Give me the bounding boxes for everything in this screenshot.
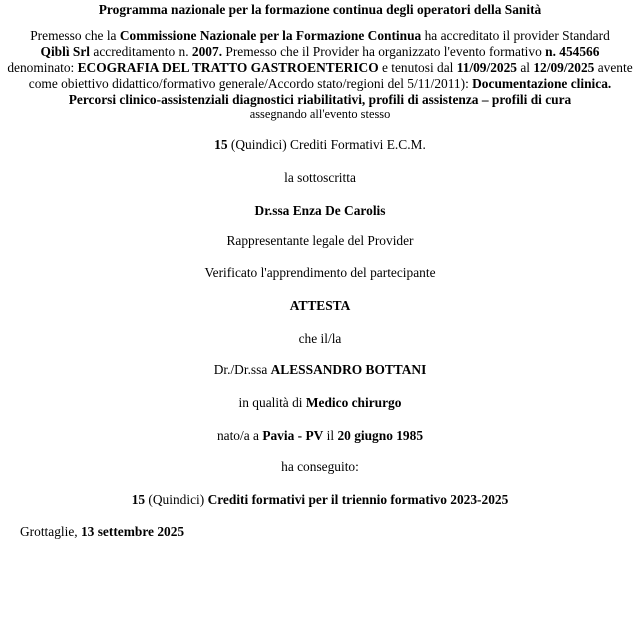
premise-line-2: Qiblì Srl accreditamento n. 2007. Premesso che il Provider ha organizzato l'evento formativo n. 454566 (40, 44, 600, 59)
premise-line-1: Premesso che la Commissione Nazionale per la Formazione Continua ha accreditato il provider Standard (30, 28, 610, 43)
participant-birth: nato/a a Pavia - PV il 20 giugno 1985 (216, 428, 424, 443)
header-title: Programma nazionale per la formazione continua degli operatori della Sanità (98, 2, 542, 17)
premise-line-5: Percorsi clinico-assistenziali diagnostici riabilitativi, profili di assistenza – profili di cura (68, 92, 572, 107)
attesta-heading: ATTESTA (289, 298, 351, 313)
verification-text: Verificato l'apprendimento del partecipante (204, 265, 436, 280)
participant-name: Dr./Dr.ssa ALESSANDRO BOTTANI (213, 362, 427, 377)
place-date: Grottaglie, 13 settembre 2025 (20, 524, 185, 539)
premise-line-4: come obiettivo didattico/formativo generale/Accordo stato/regioni del 5/11/2011): Documentazione clinica. (28, 76, 612, 91)
awarded-credits: 15 (Quindici) Crediti formativi per il triennio formativo 2023-2025 (131, 492, 509, 507)
premise-line-6: assegnando all'evento stesso (249, 107, 391, 121)
signatory-intro: la sottoscritta (284, 170, 356, 185)
signatory-name: Dr.ssa Enza De Carolis (254, 203, 386, 218)
participant-qualification: in qualità di Medico chirurgo (238, 395, 402, 410)
event-credits: 15 (Quindici) Crediti Formativi E.C.M. (214, 137, 426, 152)
che-text: che il/la (298, 331, 342, 346)
obtained-text: ha conseguito: (281, 459, 359, 474)
signatory-role: Rappresentante legale del Provider (226, 233, 414, 248)
premise-line-3: denominato: ECOGRAFIA DEL TRATTO GASTROENTERICO e tenutosi dal 11/09/2025 al 12/09/2025 avente (7, 60, 633, 75)
